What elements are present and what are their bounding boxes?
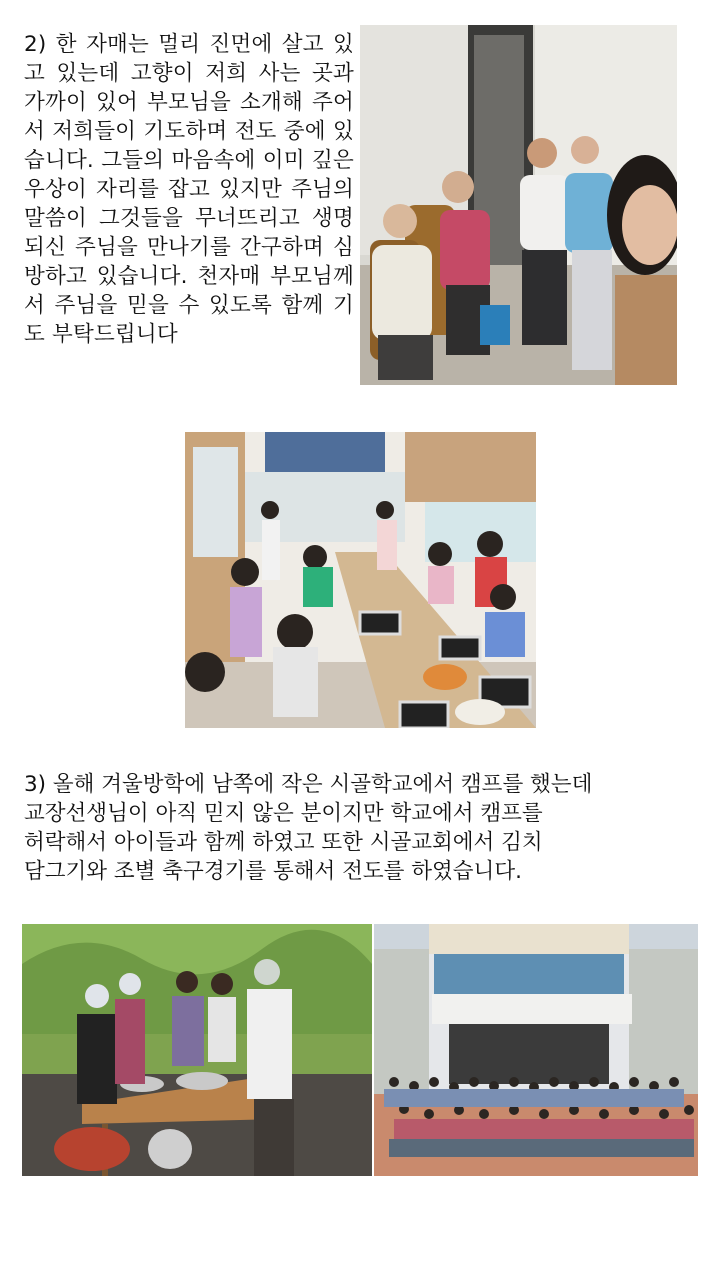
section-2-paragraph: 2) 한 자매는 멀리 진먼에 살고 있고 있는데 고향이 저희 사는 곳과 가까이 있어 부모님을 소개해 주어서 저희들이 기도하며 전도 중에 있습니다. 그들의 마음속에 이미 깊은 우상이 자리를 잡고 있지만 주님의 말씀이 그것들을 무너뜨리고 생명되신 주님을 만나기를 간구하며 심방하고 있습니다. 천자매 부모님께서 주님을 믿을 수 있도록 함께 기도 부탁드립니다 bbox=[24, 32, 354, 347]
kimchi-making-photo bbox=[22, 924, 372, 1176]
section-3-paragraph: 3) 올해 겨울방학에 남쪽에 작은 시골학교에서 캠프를 했는데 교장선생님이 아직 믿지 않은 분이지만 학교에서 캠프를 허락해서 아이들과 함께 하였고 또한 시골교회에서 김치 담그기와 조별 축구경기를 통해서 전도를 하였습니다. bbox=[24, 772, 593, 884]
school-group-photo bbox=[374, 924, 698, 1176]
classroom-cooking-photo bbox=[185, 432, 536, 728]
family-visit-photo bbox=[360, 25, 677, 385]
